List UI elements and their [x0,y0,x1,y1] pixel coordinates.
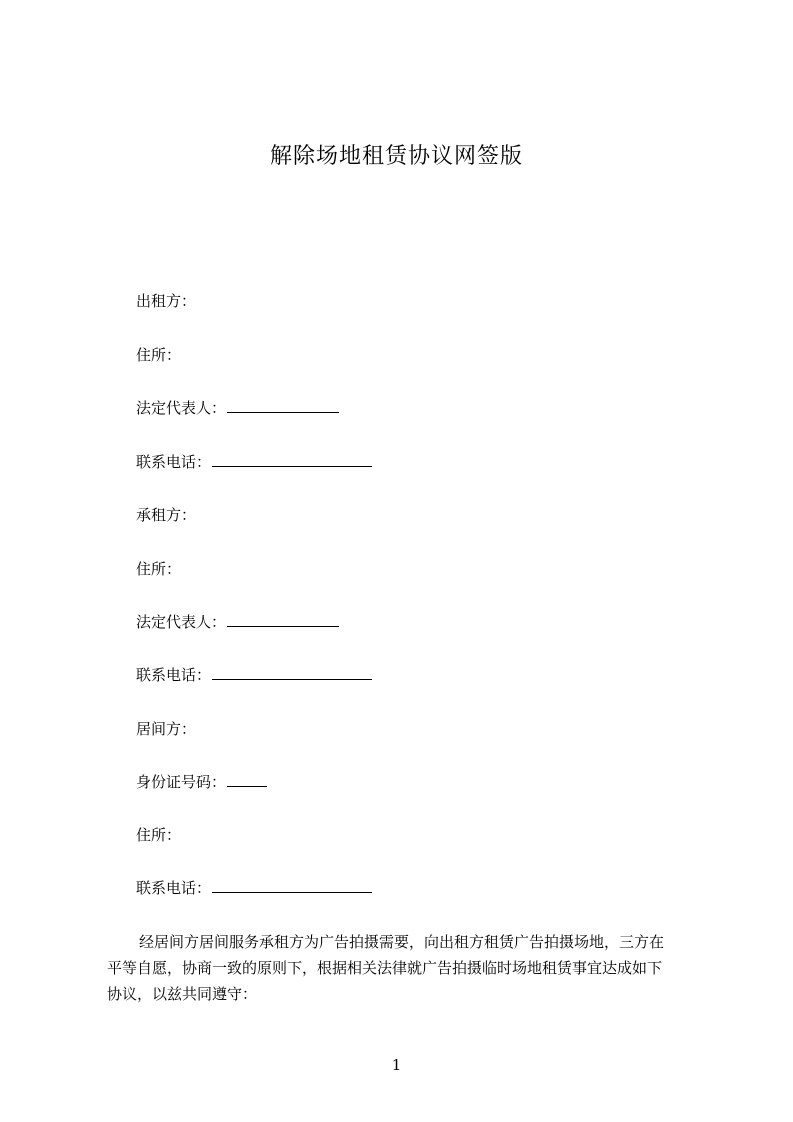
lessor-phone-field [136,451,372,473]
intermediary-id-label: 身份证号码： [136,773,227,791]
lessor-address-label: 住所： [136,346,182,364]
lessee-phone-label: 联系电话： [136,666,212,684]
intermediary-label: 居间方： [136,720,197,738]
lessor-legal-rep-blank [227,397,339,413]
intermediary-id-field [136,771,267,793]
page-number: 1 [391,1056,402,1074]
preamble-paragraph [107,929,703,1007]
intermediary-address-label: 住所： [136,826,182,844]
lessor-legal-rep-field [136,397,339,419]
lessee-legal-rep-blank [227,611,339,627]
lessor-label: 出租方： [136,292,197,310]
document-title: 解除场地租赁协议网签版 [269,144,523,169]
lessee-address-label: 住所： [136,560,182,578]
lessor-phone-blank [212,451,372,467]
preamble-line: 平等自愿，协商一致的原则下，根据相关法律就广告拍摄临时场地租赁事宜达成如下 [107,959,663,977]
intermediary-phone-blank [212,877,372,893]
lessee-legal-rep-field [136,611,339,633]
intermediary-id-blank [227,771,267,787]
intermediary-phone-field [136,877,372,899]
lessee-phone-field [136,664,372,686]
preamble-line: 经居间方居间服务承租方为广告拍摄需要，向出租方租赁广告拍摄场地，三方在 [139,933,665,951]
lessor-legal-rep-label: 法定代表人： [136,399,227,417]
lessee-label: 承租方： [136,506,197,524]
lessee-phone-blank [212,664,372,680]
intermediary-phone-label: 联系电话： [136,879,212,897]
lessee-legal-rep-label: 法定代表人： [136,613,227,631]
preamble-line: 协议，以兹共同遵守： [107,985,258,1003]
lessor-phone-label: 联系电话： [136,453,212,471]
